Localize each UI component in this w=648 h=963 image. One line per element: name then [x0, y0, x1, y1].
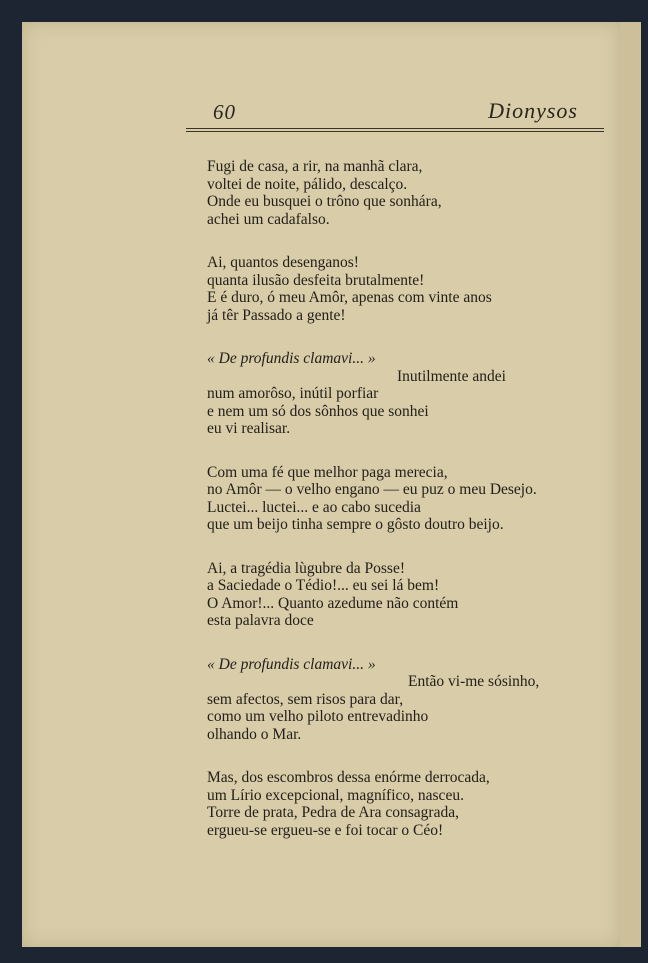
stanza	[207, 464, 607, 534]
verse-line: Mas, dos escombros dessa enórme derrocada,	[207, 769, 490, 786]
verse-line: ergueu-se ergueu-se e foi tocar o Céo!	[207, 821, 444, 839]
verse-line: a Saciedade o Tédio!... eu sei lá bem!	[207, 577, 440, 594]
verse-line: num amorôso, inútil porfiar	[207, 385, 379, 402]
verse-line: sem afectos, sem risos para dar,	[207, 690, 404, 708]
page-number: 60	[213, 100, 236, 124]
verse-line: e nem um só dos sônhos que sonhei	[207, 402, 429, 420]
verse-line: voltei de noite, pálido, descalço.	[207, 175, 408, 193]
verse-line: O Amor!... Quanto azedume não contém	[207, 594, 459, 612]
page-header	[186, 78, 584, 124]
stanza	[207, 254, 607, 324]
verse-line: Ai, a tragédia lùgubre da Posse!	[207, 559, 405, 577]
verse-line-indented: Então vi-me sósinho,	[408, 673, 540, 690]
refrain-line: « De profundis clamavi... »	[207, 350, 376, 367]
stanza	[207, 769, 607, 839]
verse-line: um Lírio excepcional, magnífico, nasceu.	[207, 786, 464, 804]
verse-line-indented: Inutilmente andei	[397, 367, 506, 385]
verse-line: Fugi de casa, a rir, na manhã clara,	[207, 158, 423, 175]
verse-line: Ai, quantos desenganos!	[207, 254, 359, 271]
stanza	[207, 350, 607, 438]
verse-line: Luctei... luctei... e ao cabo sucedia	[207, 498, 421, 516]
header-rule-top	[186, 128, 604, 129]
verse-line: no Amôr — o velho engano — eu puz o meu Desejo.	[207, 481, 537, 498]
verse-line: que um beijo tinha sempre o gôsto doutro beijo.	[207, 516, 504, 533]
verse-line: quanta ilusão desfeita brutalmente!	[207, 271, 425, 289]
adjacent-page-edge	[618, 22, 641, 947]
verse-line: Torre de prata, Pedra de Ara consagrada,	[207, 804, 459, 821]
verse-line: achei um cadafalso.	[207, 210, 330, 228]
refrain-line: « De profundis clamavi... »	[207, 655, 376, 673]
verse-line: já têr Passado a gente!	[207, 306, 346, 324]
poem-body	[207, 158, 607, 865]
header-rule-bottom	[186, 131, 604, 132]
stanza	[207, 158, 607, 228]
verse-line: Onde eu busquei o trôno que sonhára,	[207, 193, 442, 210]
verse-line: olhando o Mar.	[207, 725, 302, 743]
running-title: Dionysos	[488, 98, 578, 123]
verse-line: como um velho piloto entrevadinho	[207, 708, 429, 725]
verse-line: esta palavra doce	[207, 612, 314, 629]
verse-line: Com uma fé que melhor paga merecia,	[207, 463, 448, 481]
stanza	[207, 560, 607, 630]
stanza	[207, 656, 607, 744]
verse-line: E é duro, ó meu Amôr, apenas com vinte anos	[207, 289, 492, 306]
verse-line: eu vi realisar.	[207, 420, 291, 437]
